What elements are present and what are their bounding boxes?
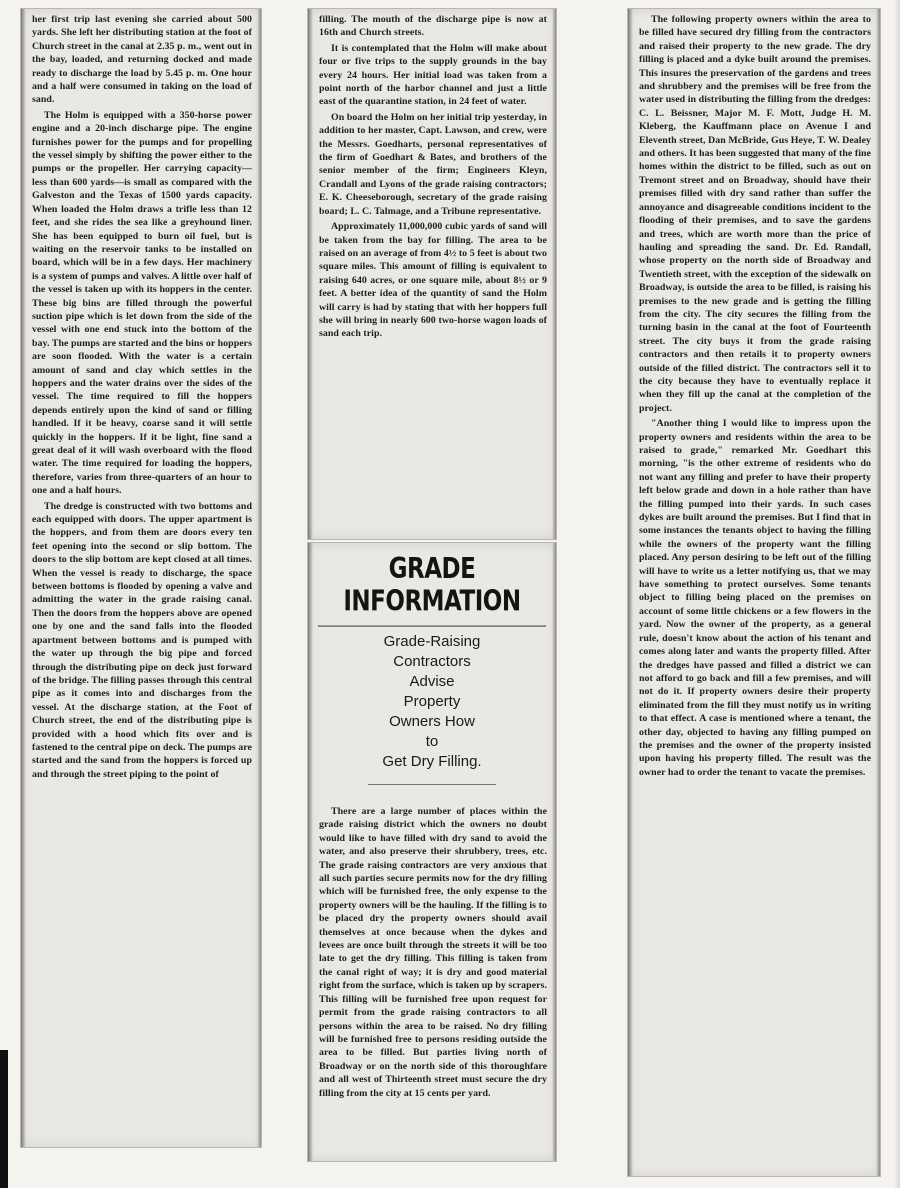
grade-information-article [307, 542, 557, 1162]
article-headline: GRADE INFORMATION [318, 543, 546, 627]
middle-paragraph: Approximately 11,000,000 cubic yards of sand will be taken from the bay for filling. The area to be raised on an average of from 4½ to 5 feet is about two square miles. This amount of filling is equivalent to raising 640 acres, or one square mile, about 8½ or 9 feet. A better idea of the quantity of sand the Holm will carry is had by stating that with her hoppers full she will bring in nearly 600 two-horse wagon loads of sand each trip. [319, 221, 547, 340]
middle-paragraph: It is contemplated that the Holm will make about four or five trips to the supply grounds in the bay every 24 hours. Her initial load was taken from a point north of the harbor channel and just a little east of the quarantine station, in 24 feet of water. [319, 42, 547, 108]
subhead-line: Property Owners How to [389, 693, 475, 750]
left-column-clipping [20, 8, 262, 1148]
subhead-line: Get Dry Filling. [382, 753, 482, 770]
left-paragraph: The Holm is equipped with a 350-horse power engine and a 20-inch discharge pipe. The engine furnishes power for the pumps and for propelling the vessel simply by shifting the power either to the pumps or the propeller. Her carrying capacity—less than 600 yards—is small as compared with the Galveston and the Texas of 1500 yards capacity. When loaded the Holm draws a trifle less than 12 feet, and she rides the sea like a greyhound liner. She has been equipped to burn oil fuel, but is waiting on the reservoir tanks to be installed on board, which will be in a few days. Her machinery is a system of pumps and valves. A little over half of the vessel is taken up with its hoppers in the center. These big bins are filled through the powerful suction pipe which is let down from the side of the vessel with one end stuck into the bottom of the bay. The pumps are started and the bins or hoppers are soon flooded. With the water is a certain amount of sand and clay which settles in the hoppers and the water drains over the sides of the vessel. The time required to fill the hoppers depends entirely upon the kind of sand or filling handled. If it be heavy, coarse sand it will settle quickly in the hoppers. If it be light, fine sand a great deal of it will wash overboard with the flood water. The time required for loading the hoppers, therefore, varies from three-quarters of an hour to one and a half hours. [32, 109, 252, 497]
left-paragraph: her first trip last evening she carried about 500 yards. She left her distributing station at the foot of Church street in the canal at 2.35 p. m., went out in the bay, loaded, and returning docked and made ready to discharge the load by 5.45 p. m. One hour and a half were consumed in taking on the load of sand. [32, 14, 252, 106]
left-column-text [21, 9, 261, 781]
middle-column-text [308, 9, 556, 341]
grade-article-body [308, 785, 556, 1100]
subhead-line: Grade-Raising Contractors Advise [383, 633, 481, 690]
left-paragraph: The dredge is constructed with two bottoms and each equipped with doors. The upper apartment is the hoppers, and from them are doors every ten feet opening into the second or slip bottom. The doors to the slip bottom are kept closed at all times. When the vessel is ready to discharge, the space between bottoms is flooded by opening a valve and admitting the water in the grade raising canal. Then the doors from the hoppers above are opened one by one and the sand falls into the flooded apartment between bottoms and is pumped with the water up through the big pipe and forced through the distributing pipe on deck just forward of the bridge. The filling passes through this central pipe as it comes into and discharges from the vessel. At the discharge station, at the Foot of Church street, the end of the distributing pipe is provided with a hood which fits over and is fastened to the central pipe on deck. The pumps are started and the sand from the hoppers is forced up and through the street piping to the point of [32, 500, 252, 780]
scan-edge-shadow [0, 1050, 8, 1188]
middle-paragraph: On board the Holm on her initial trip yesterday, in addition to her master, Capt. Lawson, and crew, were the Messrs. Goedharts, personal representatives of the firm of Goedhart & Bates, and brothers of the senior member of the firm; Engineers Kleyn, Crandall and Lyons of the grade raising contractors; E. K. Cheeseborough, secretary of the grade raising board; L. C. Talmage, and a Tribune representative. [319, 111, 547, 217]
scan-edge-fade [894, 0, 900, 1188]
middle-paragraph: filling. The mouth of the discharge pipe is now at 16th and Church streets. [319, 14, 547, 39]
right-paragraph: The following property owners within the area to be filled have secured dry filling from the contractors and raised their property to the new grade. The dry filling is placed and a dyke built around the premises. This insures the preservation of the gardens and trees and shrubbery and the premises will be free from the water used in distributing the filling from the dredges: C. L. Beissner, Major M. F. Mott, Judge H. M. Kleberg, the Kauffmann place on Avenue I and Eleventh street, Dan McBride, Gus Heye, T. W. Dealey and others. It has been suggested that many of the fine homes within the district to be filled, such as out on Tremont street and on Broadway, should have their premises filled with dry sand rather than suffer the annoyance and disagreeable conditions incident to the flooding of their premises, and to save the gardens and trees, which are worth more than the price of hauling and spreading the sand. Dr. Ed. Randall, whose property on the north side of Broadway and Twentieth street, with the exception of the sidewalk on Broadway, is outside the area to be filled, is raising his premises to the new grade and is getting the filling from the city. The city secures the filling from the turning basin in the canal at the foot of Fourteenth street. The city buys it from the grade raising contractors and then retails it to property owners outside of the filled district. The contractors sell it to the city because they have to eventually replace it when they fill up the canal at the completion of the project. [639, 14, 871, 414]
right-column-text [628, 9, 880, 779]
right-paragraph: "Another thing I would like to impress upon the property owners and residents within the area to be raised to grade," remarked Mr. Goedhart this morning, "is the other extreme of residents who do not want any filling and prefer to have their property left below grade and down in a hole rather than have the filling pumped into their yards. In such cases dykes are built around the premises. But I find that in some instances the tenants object to having the filling while the owners of the property want the filling placed. Any person desiring to be left out of the filling will have to write us a letter notifying us, that we may have something to protect ourselves. Some tenants object to filling being placed on the premises on account of some little chickens or a few flowers in the yard. Now the owner of the property, as a general rule, doesn't know about the action of his tenant and comes along later and wants the property filled. After the dredges have passed and filled a district we can not afford to go back and fill a few premises, and will not do it. If property owners desire their property eliminated from the fill they must notify us in writing to that effect. A case is mentioned where a tenant, the other day, objected to having any filling pumped on the premises and the owner of the property insisted upon having his property filled. The result was the owner had to order the tenant to vacate the premises. [639, 418, 871, 778]
middle-column-clipping [307, 8, 557, 540]
article-subhead [368, 610, 496, 785]
grade-paragraph: There are a large number of places within the grade raising district which the owners no doubt would like to have filled with dry sand to avoid the water, and also preserve their shrubbery, trees, etc. The grade raising contractors are very anxious that all such parties secure permits now for the dry filling which will be furnished free, the only expense to the property owners will be the hauling. If the filling is to be placed dry the property owners should avail themselves at once because when the dykes and levees are once built through the streets it will be too late to get the dry filling. This filling is taken from the canal right of way; it is dry and good material right from the surface, which is taken up by scrapers. This filling will be furnished free upon request for permit from the grade raising contractors to all persons within the area to be raised. No dry filling will be furnished free to persons residing outside the area to be filled. But parties living north of Broadway or on the north side of this thoroughfare and all west of Thirteenth street must secure the dry filling from the city at 15 cents per yard. [319, 806, 547, 1099]
right-column-clipping [627, 8, 881, 1177]
